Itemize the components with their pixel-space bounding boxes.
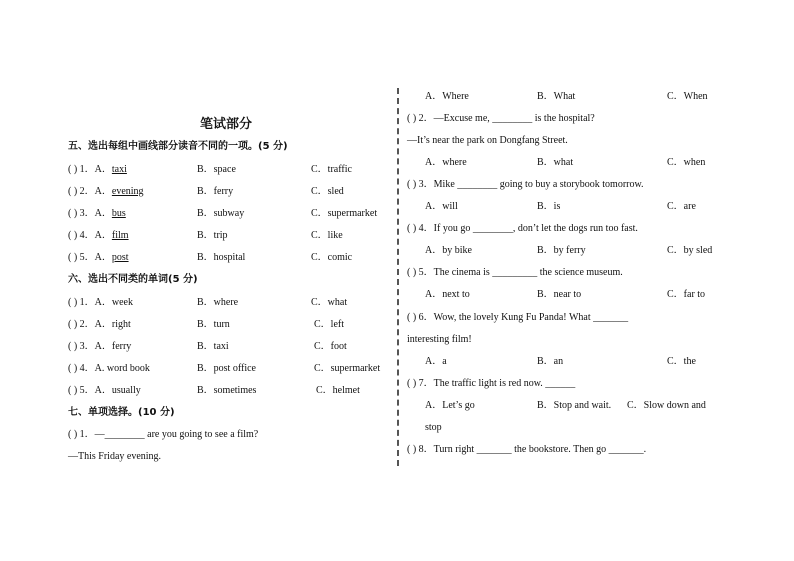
list-item: ( ) 2．A．right — [68, 319, 131, 330]
option-c: C．are — [667, 201, 696, 212]
list-item — [68, 208, 126, 220]
list-item: ( ) 5．A．usually — [68, 385, 141, 396]
question-number: ( ) 2．A． — [68, 186, 112, 197]
option-a: bus — [111, 208, 126, 219]
option-b: B．taxi — [197, 341, 229, 352]
option-b: B．turn — [197, 319, 230, 330]
option-c: C．the — [667, 356, 696, 367]
option-c: C．supermarket — [311, 208, 378, 219]
question-number: ( ) 4．A． — [68, 230, 112, 241]
option-c-cont: stop — [425, 422, 442, 433]
list-item: ( ) 1．A．week — [68, 297, 133, 308]
question-5: ( ) 5．The cinema is _________ the science museum. — [407, 267, 623, 278]
option-b: B．what — [537, 157, 574, 168]
question-4: ( ) 4．If you go ________, don’t let the dogs run too fast. — [407, 223, 638, 234]
option-b: B．hospital — [197, 252, 246, 263]
option-c: C．left — [314, 319, 344, 330]
option-c: C．by sled — [667, 245, 713, 256]
option-c: C．Slow down and — [627, 400, 706, 411]
question-number: ( ) 1．A． — [68, 164, 112, 175]
option-a: A．Where — [425, 91, 469, 102]
option-b: B．near to — [537, 289, 582, 300]
option-c: C．helmet — [316, 385, 360, 396]
option-b: B．subway — [197, 208, 245, 219]
option-b: B．by ferry — [537, 245, 586, 256]
answer-1: —This Friday evening. — [68, 451, 162, 462]
option-b: B．where — [197, 297, 239, 308]
option-a: A．by bike — [425, 245, 472, 256]
option-c: C．far to — [667, 289, 706, 300]
option-c: C．traffic — [311, 164, 352, 175]
option-c: C．when — [667, 157, 706, 168]
option-b: B．Stop and wait. — [537, 400, 612, 411]
list-item — [68, 230, 129, 242]
option-b: B．ferry — [197, 186, 234, 197]
option-b: B．trip — [197, 230, 228, 241]
section5-heading: 五、选出每组中画线部分读音不同的一项。(5 分) — [68, 141, 288, 152]
option-b: B．post office — [197, 363, 256, 374]
question-8: ( ) 8．Turn right _______ the bookstore. Then go _______. — [407, 444, 647, 455]
option-a: A．a — [425, 356, 447, 367]
option-b: B．sometimes — [197, 385, 257, 396]
option-a: film — [111, 230, 129, 241]
option-b: B．is — [537, 201, 561, 212]
option-c: C．like — [311, 230, 343, 241]
option-c: C．supermarket — [314, 363, 381, 374]
question-6-cont: interesting film! — [407, 334, 472, 345]
question-7: ( ) 7．The traffic light is red now. ______ — [407, 378, 576, 389]
option-c: C．what — [311, 297, 348, 308]
question-number: ( ) 5．A． — [68, 252, 112, 263]
option-a: post — [111, 252, 129, 263]
option-c: C．When — [667, 91, 708, 102]
section7-heading: 七、单项选择。(10 分) — [68, 407, 175, 418]
question-1: ( ) 1．—________ are you going to see a film? — [68, 429, 259, 440]
option-c: C．foot — [314, 341, 347, 352]
question-number: ( ) 3．A． — [68, 208, 112, 219]
option-b: B．space — [197, 164, 236, 175]
option-c: C．comic — [311, 252, 353, 263]
section6-heading: 六、选出不同类的单词(5 分) — [68, 274, 198, 285]
option-a: A．will — [425, 201, 458, 212]
option-a: A．where — [425, 157, 467, 168]
option-b: B．What — [537, 91, 576, 102]
list-item: ( ) 4．A. word book — [68, 363, 150, 374]
question-3: ( ) 3．Mike ________ going to buy a storybook tomorrow. — [407, 179, 644, 190]
list-item: ( ) 3．A．ferry — [68, 341, 132, 352]
option-a: A．next to — [425, 289, 470, 300]
option-a: evening — [111, 186, 144, 197]
option-a: A．Let’s go — [425, 400, 475, 411]
list-item — [68, 252, 129, 264]
option-c: C．sled — [311, 186, 344, 197]
option-a: taxi — [111, 164, 127, 175]
question-6: ( ) 6．Wow, the lovely Kung Fu Panda! What _______ — [407, 312, 629, 323]
list-item — [68, 164, 127, 176]
column-divider — [397, 88, 399, 466]
answer-2: —It’s near the park on Dongfang Street. — [407, 135, 568, 146]
page-title: 笔试部分 — [200, 117, 253, 132]
option-b: B．an — [537, 356, 564, 367]
question-2: ( ) 2．—Excuse me, ________ is the hospital? — [407, 113, 595, 124]
list-item — [68, 186, 144, 198]
